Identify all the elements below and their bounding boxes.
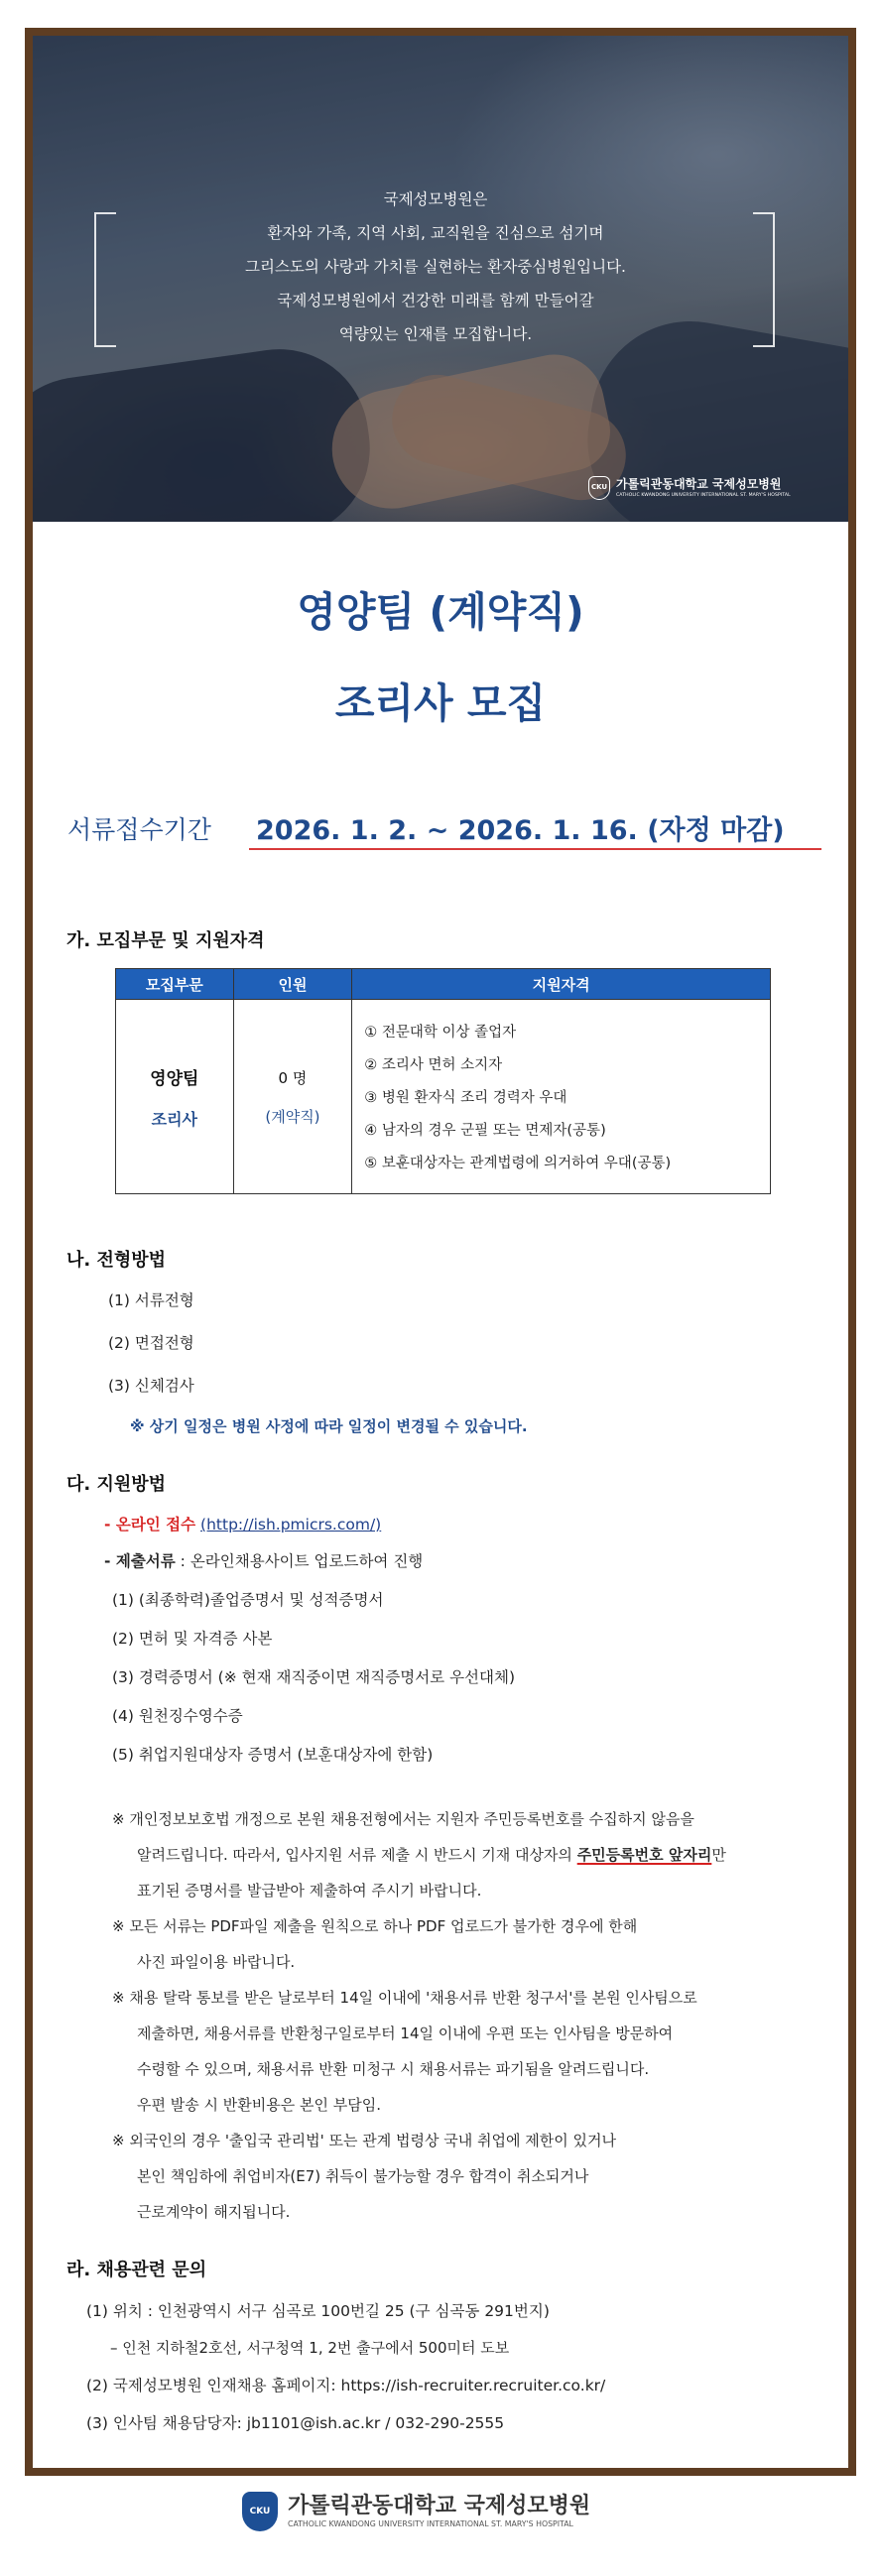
footer-logo-name-en: CATHOLIC KWANDONG UNIVERSITY INTERNATIONAL ST. MARY'S HOSPITAL [288,2519,573,2528]
qualification-item: ⑤ 보훈대상자는 관계법령에 의거하여 우대(공통) [364,1156,672,1171]
hero-logo-name: 가톨릭관동대학교 국제성모병원 [616,477,782,491]
selection-step: (1) 서류전형 [108,1291,194,1309]
notice-return-line1: ※ 채용 탈락 통보를 받은 날로부터 14일 이내에 '채용서류 반환 청구서'를 본원 인사팀으로 [112,1989,697,2007]
page-title: 영양팀 (계약직) [297,588,584,636]
notice-foreigner-line2: 본인 책임하에 취업비자(E7) 취득이 불가능할 경우 합격이 취소되거나 [137,2167,589,2185]
hero-bracket-left [94,212,116,347]
notice-return-line3: 수령할 수 있으며, 채용서류 반환 미청구 시 채용서류는 파기됨을 알려드립니다. [137,2060,650,2078]
dept-cell [116,1000,234,1193]
doc-item: (2) 면허 및 자격증 사본 [112,1630,273,1648]
docs-prefix: - [104,1552,116,1570]
hospital-emblem-icon: CKU [242,2492,278,2531]
online-application [104,1513,381,1534]
notice-return-line2: 제출하면, 채용서류를 반환청구일로부터 14일 이내에 우편 또는 인사팀을 방문하여 [137,2024,674,2042]
table-row [116,999,770,1193]
docs-text: : 온라인채용사이트 업로드하여 진행 [175,1552,424,1570]
hero-logo [588,476,791,500]
doc-item: (4) 원천징수영수증 [112,1707,243,1725]
period-dates: 2026. 1. 2. ~ 2026. 1. 16. (자정 마감) [256,815,785,846]
notice-privacy-highlight: 주민등록번호 앞자리 [576,1846,712,1864]
hero-line: 국제성모병원에서 건강한 미래를 함께 만들어갈 [277,292,594,309]
table-header-cell: 모집부문 [116,969,234,999]
selection-step: (2) 면접전형 [108,1334,194,1352]
notice-pdf-line2: 사진 파일이용 바랍니다. [137,1953,296,1971]
notice-foreigner-line3: 근로계약이 해지됩니다. [137,2203,291,2221]
notice-privacy-text: 알려드립니다. 따라서, 입사지원 서류 제출 시 반드시 기재 대상자의 [137,1846,577,1864]
page-subtitle: 조리사 모집 [334,679,547,727]
dept-role: 조리사 [151,1109,197,1129]
schedule-note: ※ 상기 일정은 병원 사정에 따라 일정이 변경될 수 있습니다. [130,1417,528,1435]
table-header-cell: 인원 [234,969,353,999]
section-heading-a: 가. 모집부문 및 지원자격 [66,930,265,951]
qualification-item: ① 전문대학 이상 졸업자 [364,1025,517,1041]
contact-subway: – 인천 지하철2호선, 서구청역 1, 2번 출구에서 500미터 도보 [110,2339,510,2357]
hero-line: 그리스도의 사랑과 가치를 실현하는 환자중심병원입니다. [245,258,626,276]
notice-foreigner-line1: ※ 외국인의 경우 '출입국 관리법' 또는 관계 법령상 국내 취업에 제한이 있거나 [112,2132,616,2149]
contact-location: (1) 위치 : 인천광역시 서구 심곡로 100번길 25 (구 심곡동 291번지) [86,2302,550,2320]
table-header [116,969,770,999]
footer-logo [242,2492,590,2531]
doc-item: (1) (최종학력)졸업증명서 및 성적증명서 [112,1591,384,1609]
hospital-emblem-icon: CKU [588,476,610,500]
notice-privacy-line1: ※ 개인정보보호법 개정으로 본원 채용전형에서는 지원자 주민등록번호를 수집하지 않음을 [112,1810,694,1828]
qualification-item: ④ 남자의 경우 군필 또는 면제자(공통) [364,1123,606,1139]
application-period [67,804,821,854]
selection-step: (3) 신체검사 [108,1377,194,1395]
poster-frame [25,28,856,2476]
hero-bracket-right [753,212,775,347]
qualification-item: ② 조리사 면허 소지자 [364,1057,503,1073]
dept-name: 영양팀 [150,1068,199,1089]
hero-banner [33,36,848,522]
footer-logo-name: 가톨릭관동대학교 국제성모병원 [288,2494,591,2518]
qualification-item: ③ 병원 환자식 조리 경력자 우대 [364,1090,567,1106]
qualifications-cell [352,1000,770,1193]
online-label: 온라인 접수 [115,1516,196,1533]
doc-item: (3) 경력증명서 (※ 현재 재직중이면 재직증명서로 우선대체) [112,1668,516,1686]
headcount-cell [234,1000,353,1193]
footer-logo-text [288,2494,590,2529]
hero-line: 환자와 가족, 지역 사회, 교직원을 진심으로 섬기며 [267,224,604,242]
hero-logo-text [616,477,791,499]
required-docs-line [104,1549,423,1571]
hero-line: 역량있는 인재를 모집합니다. [338,325,533,343]
notice-privacy-line3: 표기된 증명서를 발급받아 제출하여 주시기 바랍니다. [137,1882,482,1900]
online-prefix: - [104,1516,116,1533]
contact-homepage: (2) 국제성모병원 인재채용 홈페이지: https://ish-recruiter.recruiter.co.kr/ [86,2377,606,2394]
notice-pdf-line1: ※ 모든 서류는 PDF파일 제출을 원칙으로 하나 PDF 업로드가 불가한 경우에 한해 [112,1917,638,1935]
hero-message [152,183,719,351]
recruitment-table [115,968,771,1194]
poster-body [33,36,848,2468]
section-heading-c: 다. 지원방법 [66,1474,167,1495]
hero-line: 국제성모병원은 [383,190,488,208]
hero-logo-name-en: CATHOLIC KWANDONG UNIVERSITY INTERNATIONAL ST. MARY'S HOSPITAL [616,493,791,498]
table-header-cell: 지원자격 [532,975,590,994]
notice-return-line4: 우편 발송 시 반환비용은 본인 부담임. [137,2096,381,2114]
period-underline [249,848,821,850]
online-application-link[interactable]: (http://ish.pmicrs.com/) [200,1516,382,1533]
contact-hr: (3) 인사팀 채용담당자: jb1101@ish.ac.kr / 032-290-2555 [86,2414,505,2432]
notice-privacy-suffix: 만 [711,1846,726,1864]
docs-label: 제출서류 [115,1552,176,1570]
section-heading-b: 나. 전형방법 [66,1250,167,1271]
doc-item: (5) 취업지원대상자 증명서 (보훈대상자에 한함) [112,1746,434,1764]
contract-type: (계약직) [265,1107,320,1126]
period-label: 서류접수기간 [67,815,211,844]
notice-privacy-line2 [137,1844,726,1865]
section-heading-d: 라. 채용관련 문의 [66,2260,207,2280]
headcount: 0 명 [278,1068,308,1087]
